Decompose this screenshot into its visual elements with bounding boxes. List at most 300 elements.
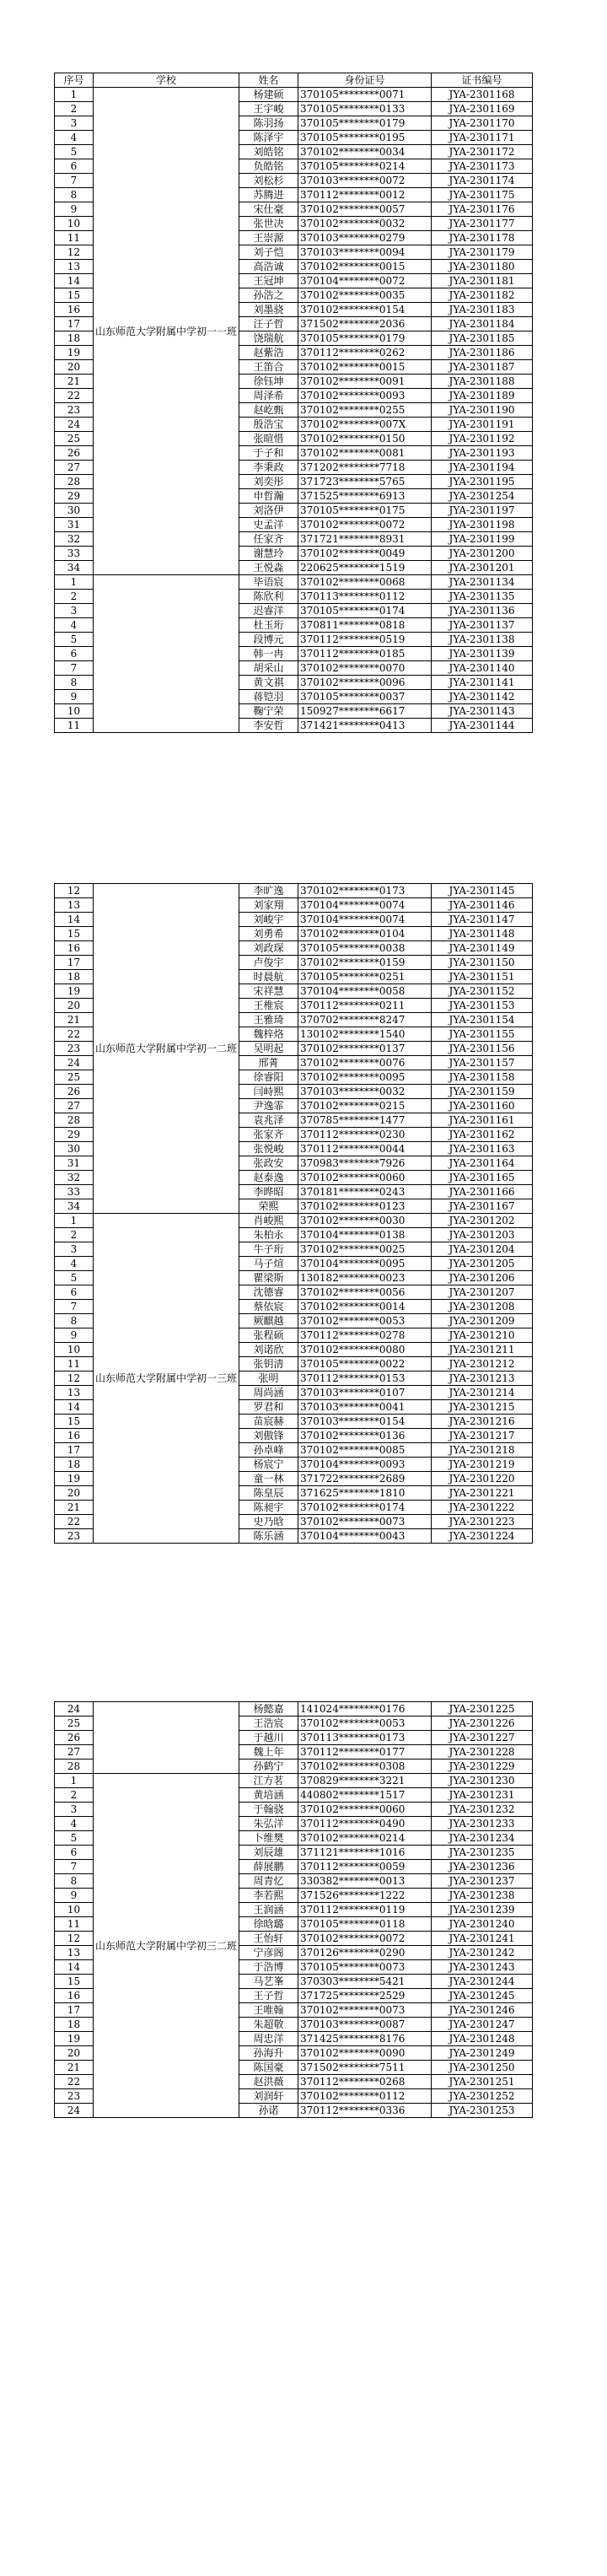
id-number: 370102********0015 xyxy=(298,260,432,274)
student-name: 谢慧玲 xyxy=(239,547,298,561)
row-number: 21 xyxy=(55,375,94,389)
id-number: 371723********5765 xyxy=(298,475,432,489)
row-number: 17 xyxy=(55,2003,94,2018)
id-number: 370104********0043 xyxy=(298,1529,432,1544)
student-name: 鞠宁荣 xyxy=(239,704,298,719)
student-name: 沈德睿 xyxy=(239,1285,298,1300)
id-number: 370102********0091 xyxy=(298,375,432,389)
row-number: 8 xyxy=(55,676,94,690)
row-number: 7 xyxy=(55,661,94,676)
row-number: 27 xyxy=(55,1099,94,1113)
row-number: 26 xyxy=(55,1085,94,1099)
certificate-number: JYA-2301136 xyxy=(432,604,533,618)
student-name: 刘勇希 xyxy=(239,927,298,941)
id-number: 370104********0095 xyxy=(298,1257,432,1271)
id-number: 370105********0195 xyxy=(298,131,432,145)
id-number: 371425********8176 xyxy=(298,2032,432,2046)
certificate-number: JYA-2301170 xyxy=(432,116,533,131)
student-name: 殷浩宝 xyxy=(239,418,298,432)
id-number: 370126********0290 xyxy=(298,1946,432,1960)
id-number: 370103********0154 xyxy=(298,1415,432,1429)
id-number: 370102********0053 xyxy=(298,1314,432,1328)
row-number: 1 xyxy=(55,1214,94,1228)
student-name: 苗宸赫 xyxy=(239,1415,298,1429)
row-number: 20 xyxy=(55,2046,94,2061)
student-name: 王雅琦 xyxy=(239,1013,298,1027)
student-name: 任家齐 xyxy=(239,532,298,547)
id-number: 370112********0268 xyxy=(298,2075,432,2089)
id-number: 370105********0071 xyxy=(298,88,432,102)
certificate-number: JYA-2301210 xyxy=(432,1328,533,1343)
student-name: 王怡轩 xyxy=(239,1932,298,1946)
header-id: 身份证号 xyxy=(298,73,432,88)
certificate-number: JYA-2301225 xyxy=(432,1702,533,1716)
table-row xyxy=(55,1702,533,1716)
certificate-number: JYA-2301191 xyxy=(432,418,533,432)
certificate-number: JYA-2301248 xyxy=(432,2032,533,2046)
certificate-number: JYA-2301187 xyxy=(432,360,533,375)
student-name: 杨建硕 xyxy=(239,88,298,102)
id-number: 370102********0076 xyxy=(298,1056,432,1070)
id-number: 370103********0107 xyxy=(298,1386,432,1400)
certificate-number: JYA-2301194 xyxy=(432,461,533,475)
student-name: 马艺峯 xyxy=(239,1975,298,1989)
certificate-number: JYA-2301254 xyxy=(432,489,533,504)
certificate-number: JYA-2301139 xyxy=(432,647,533,661)
certificate-number: JYA-2301173 xyxy=(432,159,533,174)
id-number: 370103********0087 xyxy=(298,2018,432,2032)
id-number: 370105********0038 xyxy=(298,941,432,956)
certificate-number: JYA-2301230 xyxy=(432,1774,533,1788)
certificate-number: JYA-2301203 xyxy=(432,1228,533,1242)
row-number: 13 xyxy=(55,1386,94,1400)
student-name: 刘傲锋 xyxy=(239,1429,298,1443)
certificate-number: JYA-2301217 xyxy=(432,1429,533,1443)
student-name: 陈泽宇 xyxy=(239,131,298,145)
certificate-number: JYA-2301179 xyxy=(432,245,533,260)
certificate-number: JYA-2301220 xyxy=(432,1472,533,1486)
row-number: 16 xyxy=(55,1989,94,2003)
row-number: 4 xyxy=(55,1257,94,1271)
certificate-number: JYA-2301155 xyxy=(432,1027,533,1042)
row-number: 32 xyxy=(55,532,94,547)
row-number: 18 xyxy=(55,1458,94,1472)
certificate-number: JYA-2301197 xyxy=(432,504,533,518)
row-number: 5 xyxy=(55,1271,94,1285)
id-number: 370104********0093 xyxy=(298,1458,432,1472)
table-row xyxy=(55,575,533,590)
row-number: 19 xyxy=(55,2032,94,2046)
id-number: 370829********3221 xyxy=(298,1774,432,1788)
id-number: 370104********0074 xyxy=(298,913,432,927)
id-number: 370112********0278 xyxy=(298,1328,432,1343)
row-number: 21 xyxy=(55,1501,94,1515)
certificate-number: JYA-2301193 xyxy=(432,446,533,461)
row-number: 34 xyxy=(55,561,94,575)
row-number: 31 xyxy=(55,1156,94,1171)
certificate-number: JYA-2301146 xyxy=(432,898,533,913)
school-cell: 山东师范大学附属中学初一二班 xyxy=(94,884,239,1214)
certificate-number: JYA-2301151 xyxy=(432,970,533,984)
id-number: 370102********0049 xyxy=(298,547,432,561)
certificate-number: JYA-2301201 xyxy=(432,561,533,575)
id-number: 370104********0138 xyxy=(298,1228,432,1242)
student-name: 赵屹甄 xyxy=(239,403,298,418)
id-number: 370113********0173 xyxy=(298,1731,432,1745)
id-number: 370102********0154 xyxy=(298,303,432,317)
certificate-number: JYA-2301158 xyxy=(432,1070,533,1085)
id-number: 370102********0104 xyxy=(298,927,432,941)
id-number: 370105********0179 xyxy=(298,116,432,131)
id-number: 370102********0060 xyxy=(298,1171,432,1185)
id-number: 370102********0025 xyxy=(298,1242,432,1257)
student-name: 袁兆泽 xyxy=(239,1113,298,1128)
id-number: 370102********0060 xyxy=(298,1803,432,1817)
certificate-number: JYA-2301181 xyxy=(432,274,533,288)
certificate-number: JYA-2301159 xyxy=(432,1085,533,1099)
student-name: 时晨航 xyxy=(239,970,298,984)
student-name: 王宇峻 xyxy=(239,102,298,116)
certificate-number: JYA-2301205 xyxy=(432,1257,533,1271)
student-name: 周尚涵 xyxy=(239,1386,298,1400)
certificate-number: JYA-2301243 xyxy=(432,1960,533,1975)
student-name: 孙诺 xyxy=(239,2104,298,2118)
id-number: 371421********0413 xyxy=(298,719,432,733)
id-number: 370105********0133 xyxy=(298,102,432,116)
certificate-number: JYA-2301186 xyxy=(432,346,533,360)
id-number: 370102********0150 xyxy=(298,432,432,446)
id-number: 150927********6617 xyxy=(298,704,432,719)
id-number: 370102********0015 xyxy=(298,360,432,375)
certificate-number: JYA-2301150 xyxy=(432,956,533,970)
student-name: 王椎宸 xyxy=(239,999,298,1013)
student-name: 张家齐 xyxy=(239,1128,298,1142)
certificate-number: JYA-2301226 xyxy=(432,1716,533,1731)
student-name: 刘润轩 xyxy=(239,2089,298,2104)
id-number: 141024********0176 xyxy=(298,1702,432,1716)
certificate-number: JYA-2301247 xyxy=(432,2018,533,2032)
school-cell xyxy=(94,575,239,733)
row-number: 14 xyxy=(55,1960,94,1975)
id-number: 370105********0118 xyxy=(298,1917,432,1932)
id-number: 370105********0073 xyxy=(298,1960,432,1975)
student-name: 于越川 xyxy=(239,1731,298,1745)
student-name: 魏梓烙 xyxy=(239,1027,298,1042)
student-name: 吴明起 xyxy=(239,1042,298,1056)
id-number: 130182********0023 xyxy=(298,1271,432,1285)
id-number: 370102********0159 xyxy=(298,956,432,970)
id-number: 370112********0153 xyxy=(298,1372,432,1386)
student-name: 宋仕豪 xyxy=(239,202,298,217)
row-number: 1 xyxy=(55,575,94,590)
student-name: 闫峙熙 xyxy=(239,1085,298,1099)
row-number: 13 xyxy=(55,1946,94,1960)
row-number: 12 xyxy=(55,1932,94,1946)
row-number: 16 xyxy=(55,303,94,317)
certificate-number: JYA-2301137 xyxy=(432,618,533,633)
certificate-number: JYA-2301154 xyxy=(432,1013,533,1027)
student-name: 周泽希 xyxy=(239,389,298,403)
row-number: 18 xyxy=(55,970,94,984)
row-number: 21 xyxy=(55,2061,94,2075)
row-number: 7 xyxy=(55,174,94,188)
certificate-number: JYA-2301213 xyxy=(432,1372,533,1386)
student-name: 蔡依宸 xyxy=(239,1300,298,1314)
row-number: 9 xyxy=(55,1328,94,1343)
row-number: 32 xyxy=(55,1171,94,1185)
id-number: 370103********0279 xyxy=(298,231,432,245)
student-name: 李秉政 xyxy=(239,461,298,475)
id-number: 370103********0094 xyxy=(298,245,432,260)
student-name: 韩一冉 xyxy=(239,647,298,661)
certificate-number: JYA-2301161 xyxy=(432,1113,533,1128)
id-number: 370102********0070 xyxy=(298,661,432,676)
id-number: 370112********0230 xyxy=(298,1128,432,1142)
id-number: 371526********1222 xyxy=(298,1889,432,1903)
certificate-number: JYA-2301239 xyxy=(432,1903,533,1917)
id-number: 370104********0058 xyxy=(298,984,432,999)
row-number: 3 xyxy=(55,604,94,618)
id-number: 370102********0014 xyxy=(298,1300,432,1314)
student-name: 孙海升 xyxy=(239,2046,298,2061)
id-number: 370702********8247 xyxy=(298,1013,432,1027)
student-name: 刘政琛 xyxy=(239,941,298,956)
certificate-number: JYA-2301172 xyxy=(432,145,533,159)
row-number: 21 xyxy=(55,1013,94,1027)
certificate-number: JYA-2301204 xyxy=(432,1242,533,1257)
roster-table xyxy=(54,883,533,1544)
certificate-number: JYA-2301185 xyxy=(432,331,533,346)
id-number: 370102********0095 xyxy=(298,1070,432,1085)
row-number: 8 xyxy=(55,1874,94,1889)
id-number: 371625********1810 xyxy=(298,1486,432,1501)
student-name: 黄文祺 xyxy=(239,676,298,690)
id-number: 371202********7718 xyxy=(298,461,432,475)
student-name: 刘辰雄 xyxy=(239,1846,298,1860)
row-number: 19 xyxy=(55,346,94,360)
certificate-number: JYA-2301178 xyxy=(432,231,533,245)
row-number: 5 xyxy=(55,145,94,159)
id-number: 371721********8931 xyxy=(298,532,432,547)
student-name: 王唯翰 xyxy=(239,2003,298,2018)
row-number: 10 xyxy=(55,704,94,719)
id-number: 370102********0173 xyxy=(298,884,432,898)
id-number: 370112********0177 xyxy=(298,1745,432,1760)
id-number: 220625********1519 xyxy=(298,561,432,575)
row-number: 13 xyxy=(55,898,94,913)
row-number: 33 xyxy=(55,1185,94,1199)
certificate-number: JYA-2301240 xyxy=(432,1917,533,1932)
student-name: 周忠洋 xyxy=(239,2032,298,2046)
row-number: 27 xyxy=(55,1745,94,1760)
row-number: 25 xyxy=(55,1070,94,1085)
student-name: 刘峻宇 xyxy=(239,913,298,927)
id-number: 370112********0119 xyxy=(298,1903,432,1917)
row-number: 29 xyxy=(55,489,94,504)
certificate-number: JYA-2301135 xyxy=(432,590,533,604)
id-number: 370102********0137 xyxy=(298,1042,432,1056)
student-name: 李安哲 xyxy=(239,719,298,733)
row-number: 6 xyxy=(55,159,94,174)
certificate-number: JYA-2301198 xyxy=(432,518,533,532)
student-name: 刘皓铭 xyxy=(239,145,298,159)
certificate-number: JYA-2301215 xyxy=(432,1400,533,1415)
student-name: 陈国豪 xyxy=(239,2061,298,2075)
row-number: 15 xyxy=(55,1415,94,1429)
row-number: 3 xyxy=(55,1242,94,1257)
student-name: 刘松杉 xyxy=(239,174,298,188)
id-number: 370102********0073 xyxy=(298,2003,432,2018)
row-number: 24 xyxy=(55,2104,94,2118)
row-number: 3 xyxy=(55,116,94,131)
certificate-number: JYA-2301149 xyxy=(432,941,533,956)
id-number: 370112********0059 xyxy=(298,1860,432,1874)
id-number: 370102********0214 xyxy=(298,1831,432,1846)
certificate-number: JYA-2301207 xyxy=(432,1285,533,1300)
id-number: 370102********0136 xyxy=(298,1429,432,1443)
row-number: 4 xyxy=(55,131,94,145)
student-name: 于子和 xyxy=(239,446,298,461)
certificate-number: JYA-2301168 xyxy=(432,88,533,102)
row-number: 31 xyxy=(55,518,94,532)
school-cell xyxy=(94,1702,239,1774)
row-number: 9 xyxy=(55,202,94,217)
id-number: 371502********2036 xyxy=(298,317,432,331)
certificate-number: JYA-2301202 xyxy=(432,1214,533,1228)
certificate-number: JYA-2301250 xyxy=(432,2061,533,2075)
student-name: 徐晗璐 xyxy=(239,1917,298,1932)
id-number: 370105********0175 xyxy=(298,504,432,518)
student-name: 宋祥慧 xyxy=(239,984,298,999)
row-number: 6 xyxy=(55,1846,94,1860)
id-number: 370102********0035 xyxy=(298,288,432,303)
student-name: 杨宸宁 xyxy=(239,1458,298,1472)
row-number: 24 xyxy=(55,1056,94,1070)
row-number: 7 xyxy=(55,1860,94,1874)
student-name: 江方茗 xyxy=(239,1774,298,1788)
certificate-number: JYA-2301232 xyxy=(432,1803,533,1817)
student-name: 张钥清 xyxy=(239,1357,298,1372)
id-number: 370112********0336 xyxy=(298,2104,432,2118)
id-number: 370102********0081 xyxy=(298,446,432,461)
student-name: 史乃晗 xyxy=(239,1515,298,1529)
student-name: 苏腾进 xyxy=(239,188,298,202)
table-row xyxy=(55,88,533,102)
certificate-number: JYA-2301252 xyxy=(432,2089,533,2104)
student-name: 黄培涵 xyxy=(239,1788,298,1803)
row-number: 22 xyxy=(55,1515,94,1529)
student-name: 饶瑞航 xyxy=(239,331,298,346)
student-name: 牛子珩 xyxy=(239,1242,298,1257)
row-number: 5 xyxy=(55,633,94,647)
certificate-number: JYA-2301166 xyxy=(432,1185,533,1199)
certificate-number: JYA-2301237 xyxy=(432,1874,533,1889)
certificate-number: JYA-2301224 xyxy=(432,1529,533,1544)
id-number: 371725********2529 xyxy=(298,1989,432,2003)
row-number: 27 xyxy=(55,461,94,475)
id-number: 370105********0251 xyxy=(298,970,432,984)
student-name: 薛展鹏 xyxy=(239,1860,298,1874)
certificate-number: JYA-2301228 xyxy=(432,1745,533,1760)
student-name: 张暄惜 xyxy=(239,432,298,446)
student-name: 王冠坤 xyxy=(239,274,298,288)
student-name: 陈乐涵 xyxy=(239,1529,298,1544)
row-number: 15 xyxy=(55,1975,94,1989)
id-number: 370102********0215 xyxy=(298,1099,432,1113)
roster-table xyxy=(54,1701,533,2118)
row-number: 6 xyxy=(55,1285,94,1300)
id-number: 370102********0112 xyxy=(298,2089,432,2104)
id-number: 370112********0044 xyxy=(298,1142,432,1156)
student-name: 荣熙 xyxy=(239,1199,298,1214)
student-name: 刘子恺 xyxy=(239,245,298,260)
row-number: 11 xyxy=(55,231,94,245)
row-number: 29 xyxy=(55,1128,94,1142)
school-cell: 山东师范大学附属中学初一一班 xyxy=(94,88,239,575)
row-number: 17 xyxy=(55,317,94,331)
id-number: 371525********6913 xyxy=(298,489,432,504)
student-name: 段博元 xyxy=(239,633,298,647)
id-number: 440802********1517 xyxy=(298,1788,432,1803)
student-name: 王润涵 xyxy=(239,1903,298,1917)
id-number: 370303********5421 xyxy=(298,1975,432,1989)
row-number: 12 xyxy=(55,245,94,260)
id-number: 370105********0179 xyxy=(298,331,432,346)
certificate-number: JYA-2301251 xyxy=(432,2075,533,2089)
table-row xyxy=(55,1774,533,1788)
certificate-number: JYA-2301211 xyxy=(432,1343,533,1357)
id-number: 370112********0211 xyxy=(298,999,432,1013)
id-number: 371121********1016 xyxy=(298,1846,432,1860)
id-number: 370102********0174 xyxy=(298,1501,432,1515)
row-number: 9 xyxy=(55,690,94,704)
student-name: 申哲瀚 xyxy=(239,489,298,504)
row-number: 23 xyxy=(55,2089,94,2104)
certificate-number: JYA-2301143 xyxy=(432,704,533,719)
id-number: 370102********0072 xyxy=(298,1932,432,1946)
id-number: 370104********0072 xyxy=(298,274,432,288)
id-number: 370113********0112 xyxy=(298,590,432,604)
certificate-number: JYA-2301184 xyxy=(432,317,533,331)
certificate-number: JYA-2301144 xyxy=(432,719,533,733)
student-name: 王浩宸 xyxy=(239,1716,298,1731)
row-number: 13 xyxy=(55,260,94,274)
certificate-number: JYA-2301229 xyxy=(432,1760,533,1774)
certificate-number: JYA-2301195 xyxy=(432,475,533,489)
table-row xyxy=(55,1214,533,1228)
certificate-number: JYA-2301157 xyxy=(432,1056,533,1070)
certificate-number: JYA-2301231 xyxy=(432,1788,533,1803)
student-name: 瞿梁斯 xyxy=(239,1271,298,1285)
id-number: 370103********0032 xyxy=(298,1085,432,1099)
row-number: 26 xyxy=(55,1731,94,1745)
certificate-number: JYA-2301169 xyxy=(432,102,533,116)
student-name: 孙浩之 xyxy=(239,288,298,303)
student-name: 王崇源 xyxy=(239,231,298,245)
certificate-number: JYA-2301218 xyxy=(432,1443,533,1458)
row-number: 4 xyxy=(55,618,94,633)
id-number: 370102********0073 xyxy=(298,1515,432,1529)
row-number: 16 xyxy=(55,941,94,956)
id-number: 370102********0032 xyxy=(298,217,432,231)
certificate-number: JYA-2301209 xyxy=(432,1314,533,1328)
student-name: 朱柏永 xyxy=(239,1228,298,1242)
id-number: 370105********0037 xyxy=(298,690,432,704)
certificate-number: JYA-2301165 xyxy=(432,1171,533,1185)
id-number: 370181********0243 xyxy=(298,1185,432,1199)
student-name: 尹逸霏 xyxy=(239,1099,298,1113)
row-number: 34 xyxy=(55,1199,94,1214)
